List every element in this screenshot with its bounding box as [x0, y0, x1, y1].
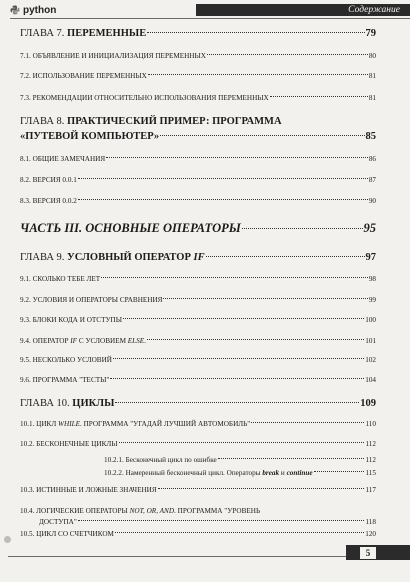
toc-page-number: 115 — [365, 469, 376, 477]
toc-section-9-2[interactable] — [20, 296, 376, 304]
toc-leader — [101, 277, 368, 278]
toc-page-number: 86 — [368, 155, 376, 163]
toc-page-number: 117 — [365, 486, 376, 494]
toc-section-10-4-line2[interactable] — [20, 518, 376, 526]
toc-leader — [218, 458, 365, 459]
toc-leader — [113, 358, 364, 359]
toc-page-number: 85 — [365, 131, 376, 142]
toc-leader — [158, 488, 365, 489]
toc-entry-title: ГЛАВА 7. ПЕРЕМЕННЫЕ — [20, 28, 147, 39]
toc-page-number: 100 — [365, 316, 376, 324]
toc-section-9-6[interactable] — [20, 376, 376, 384]
toc-entry-title: ГЛАВА 9. УСЛОВНЫЙ ОПЕРАТОР IF — [20, 252, 205, 263]
toc-page-number: 118 — [365, 518, 376, 526]
toc-section-7-2[interactable] — [20, 72, 376, 80]
header-logo — [10, 3, 56, 17]
footer-bar — [346, 545, 410, 560]
toc-leader — [78, 520, 365, 521]
python-logo-icon — [10, 5, 20, 15]
toc-page-number: 104 — [365, 376, 376, 384]
toc-chapter-8-line1[interactable]: ГЛАВА 8. ПРАКТИЧЕСКИЙ ПРИМЕР: ПРОГРАММА — [20, 116, 282, 127]
header-bar — [196, 4, 410, 16]
toc-entry-title: 9.5. НЕСКОЛЬКО УСЛОВИЙ — [20, 356, 112, 364]
toc-section-8-1[interactable] — [20, 155, 376, 163]
header-rule — [10, 18, 410, 19]
toc-page-number: 109 — [360, 398, 376, 409]
toc-entry-title: 9.2. УСЛОВИЯ И ОПЕРАТОРЫ СРАВНЕНИЯ — [20, 296, 163, 304]
toc-page-number: 95 — [363, 221, 376, 235]
toc-entry-title: 9.3. БЛОКИ КОДА И ОТСТУПЫ — [20, 316, 123, 324]
toc-leader — [251, 422, 364, 423]
toc-leader — [270, 96, 368, 97]
toc-page-number: 98 — [368, 275, 376, 283]
toc-entry-title: 8.1. ОБЩИЕ ЗАМЕЧАНИЯ — [20, 155, 106, 163]
toc-leader — [207, 54, 368, 55]
page-number: 5 — [360, 547, 376, 559]
toc-chapter-8-line2[interactable] — [20, 131, 376, 142]
toc-leader — [147, 32, 364, 33]
toc-page-number: 90 — [368, 197, 376, 205]
toc-entry-title: 7.3. РЕКОМЕНДАЦИИ ОТНОСИТЕЛЬНО ИСПОЛЬЗОВАНИЯ ПЕРЕМЕННЫХ — [20, 94, 269, 102]
toc-page-number: 112 — [365, 440, 376, 448]
toc-section-8-2[interactable] — [20, 176, 376, 184]
toc-entry-title: 10.2.1. Бесконечный цикл по ошибке — [104, 456, 217, 464]
toc-entry-title: «ПУТЕВОЙ КОМПЬЮТЕР» — [20, 131, 160, 142]
toc-leader — [148, 74, 368, 75]
toc-entry-title: 10.2. БЕСКОНЕЧНЫЕ ЦИКЛЫ — [20, 440, 118, 448]
toc-page-number: 87 — [368, 176, 376, 184]
toc-leader — [163, 298, 367, 299]
toc-leader — [314, 471, 365, 472]
toc-entry-title: 10.1. ЦИКЛ WHILE. ПРОГРАММА "УГАДАЙ ЛУЧШИЙ АВТОМОБИЛЬ" — [20, 420, 251, 428]
toc-section-10-3[interactable] — [20, 486, 376, 494]
toc-leader — [147, 339, 364, 340]
toc-entry-title: 9.1. СКОЛЬКО ТЕБЕ ЛЕТ — [20, 275, 101, 283]
toc-page-number: 102 — [365, 356, 376, 364]
toc-entry-title: 10.2.2. Намеренный бесконечный цикл. Операторы break и continue — [104, 469, 313, 477]
toc-part-3[interactable] — [20, 221, 376, 236]
toc-leader — [119, 442, 365, 443]
toc-entry-title: 8.3. ВЕРСИЯ 0.0.2 — [20, 197, 77, 205]
toc-section-10-2[interactable] — [20, 440, 376, 448]
toc-section-9-3[interactable] — [20, 316, 376, 324]
toc-section-7-3[interactable] — [20, 94, 376, 102]
toc-leader — [110, 378, 364, 379]
toc-section-10-5[interactable] — [20, 530, 376, 538]
toc-page-number: 81 — [368, 72, 376, 80]
toc-page-number: 120 — [365, 530, 376, 538]
toc-leader — [123, 318, 364, 319]
toc-section-9-1[interactable] — [20, 275, 376, 283]
toc-page-number: 81 — [368, 94, 376, 102]
toc-entry-title: ГЛАВА 10. ЦИКЛЫ — [20, 398, 115, 409]
toc-section-10-4-line1[interactable]: 10.4. ЛОГИЧЕСКИЕ ОПЕРАТОРЫ NOT, OR, AND. ПРОГРАММА "УРОВЕНЬ — [20, 507, 261, 515]
toc-subsection-10-2-1[interactable] — [104, 456, 376, 464]
toc-page-number: 97 — [365, 252, 376, 263]
toc-page-number: 80 — [368, 52, 376, 60]
decorative-dot — [4, 536, 11, 543]
toc-entry-title: ЧАСТЬ III. ОСНОВНЫЕ ОПЕРАТОРЫ — [20, 221, 241, 235]
toc-entry-title: 8.2. ВЕРСИЯ 0.0.1 — [20, 176, 77, 184]
header-logo-text: python — [23, 4, 57, 16]
toc-leader — [206, 256, 365, 257]
toc-chapter-10[interactable] — [20, 398, 376, 409]
toc-leader — [78, 199, 368, 200]
toc-page-number: 112 — [365, 456, 376, 464]
toc-page-number: 99 — [368, 296, 376, 304]
toc-section-7-1[interactable] — [20, 52, 376, 60]
toc-entry-title: 9.6. ПРОГРАММА "ТЕСТЫ" — [20, 376, 110, 384]
toc-leader — [115, 532, 364, 533]
toc-entry-title: 7.2. ИСПОЛЬЗОВАНИЕ ПЕРЕМЕННЫХ — [20, 72, 147, 80]
toc-section-9-4[interactable] — [20, 337, 376, 345]
toc-chapter-7[interactable] — [20, 28, 376, 39]
toc-leader — [106, 157, 368, 158]
toc-entry-title: ДОСТУПА" — [39, 518, 77, 526]
toc-leader — [160, 135, 364, 136]
toc-entry-title: 7.1. ОБЪЯВЛЕНИЕ И ИНИЦИАЛИЗАЦИЯ ПЕРЕМЕННЫХ — [20, 52, 206, 60]
toc-leader — [78, 178, 368, 179]
toc-section-10-1[interactable] — [20, 420, 376, 428]
toc-entry-title: 10.5. ЦИКЛ СО СЧЕТЧИКОМ — [20, 530, 114, 538]
toc-page-number: 110 — [365, 420, 376, 428]
header-section-title: Содержание — [348, 5, 400, 15]
toc-subsection-10-2-2[interactable] — [104, 469, 376, 477]
toc-leader — [115, 402, 359, 403]
toc-page-number: 101 — [365, 337, 376, 345]
toc-leader — [242, 228, 363, 229]
toc-section-8-3[interactable] — [20, 197, 376, 205]
toc-entry-title: 10.3. ИСТИННЫЕ И ЛОЖНЫЕ ЗНАЧЕНИЯ — [20, 486, 157, 494]
toc-chapter-9[interactable] — [20, 252, 376, 263]
toc-page-number: 79 — [365, 28, 376, 39]
toc-section-9-5[interactable] — [20, 356, 376, 364]
toc-entry-title: 9.4. ОПЕРАТОР IF С УСЛОВИЕМ ELSE. — [20, 337, 146, 345]
